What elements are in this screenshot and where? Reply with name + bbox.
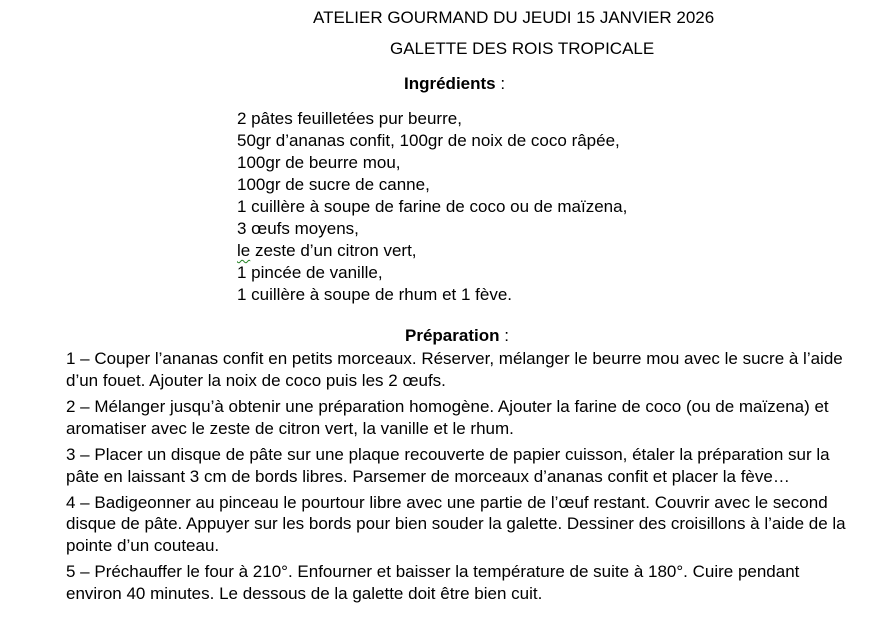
ingredients-heading xyxy=(404,73,505,95)
step-paragraph: 4 – Badigeonner au pinceau le pourtour libre avec une partie de l’œuf restant. Couvrir avec le second disque de pâte. Appuyer sur les bords pour bien souder la galette. Dessiner des croisillons à l’aide de la pointe d’un couteau. xyxy=(66,492,846,556)
ingredients-heading-word: Ingrédients xyxy=(404,74,496,93)
preparation-heading xyxy=(405,325,509,347)
ingredients-heading-colon: : xyxy=(495,74,506,93)
ingredient-line xyxy=(237,240,627,262)
ingredient-line: 1 pincée de vanille, xyxy=(237,263,383,282)
ingredient-line: 1 cuillère à soupe de rhum et 1 fève. xyxy=(237,285,512,304)
ingredient-line-rest: zeste d’un citron vert, xyxy=(250,241,417,260)
step-paragraph: 1 – Couper l’ananas confit en petits morceaux. Réserver, mélanger le beurre mou avec le sucre à l’aide d’un fouet. Ajouter la noix de coco puis les 2 œufs. xyxy=(66,349,843,390)
ingredient-line: 3 œufs moyens, xyxy=(237,219,359,238)
ingredient-line: 100gr de sucre de canne, xyxy=(237,175,430,194)
grammar-flagged-word: le xyxy=(237,241,251,260)
step-paragraph: 5 – Préchauffer le four à 210°. Enfourner et baisser la température de suite à 180°. Cuire pendant environ 40 minutes. Le dessous de la galette doit être bien cuit. xyxy=(66,562,800,604)
step-paragraph: 2 – Mélanger jusqu’à obtenir une préparation homogène. Ajouter la farine de coco (ou de maïzena) et aromatiser avec le zeste de citron vert, la vanille et le rhum. xyxy=(66,396,829,438)
ingredient-line: 50gr d’ananas confit, 100gr de noix de coco râpée, xyxy=(237,131,620,150)
ingredient-line: 1 cuillère à soupe de farine de coco ou de maïzena, xyxy=(237,197,628,216)
ingredient-line: 2 pâtes feuilletées pur beurre, xyxy=(237,109,462,128)
recipe-title: GALETTE DES ROIS TROPICALE xyxy=(390,39,655,58)
preparation-steps xyxy=(66,348,852,609)
document-title: ATELIER GOURMAND DU JEUDI 15 JANVIER 2026 xyxy=(313,8,715,27)
preparation-heading-colon: : xyxy=(499,326,509,345)
preparation-heading-word: Préparation xyxy=(405,326,500,345)
ingredients-list xyxy=(237,108,627,306)
step-paragraph: 3 – Placer un disque de pâte sur une plaque recouverte de papier cuisson, étaler la préparation sur la pâte en laissant 3 cm de bords libres. Parsemer de morceaux d’ananas confit et placer la fève… xyxy=(66,444,830,486)
ingredient-line: 100gr de beurre mou, xyxy=(237,153,401,172)
